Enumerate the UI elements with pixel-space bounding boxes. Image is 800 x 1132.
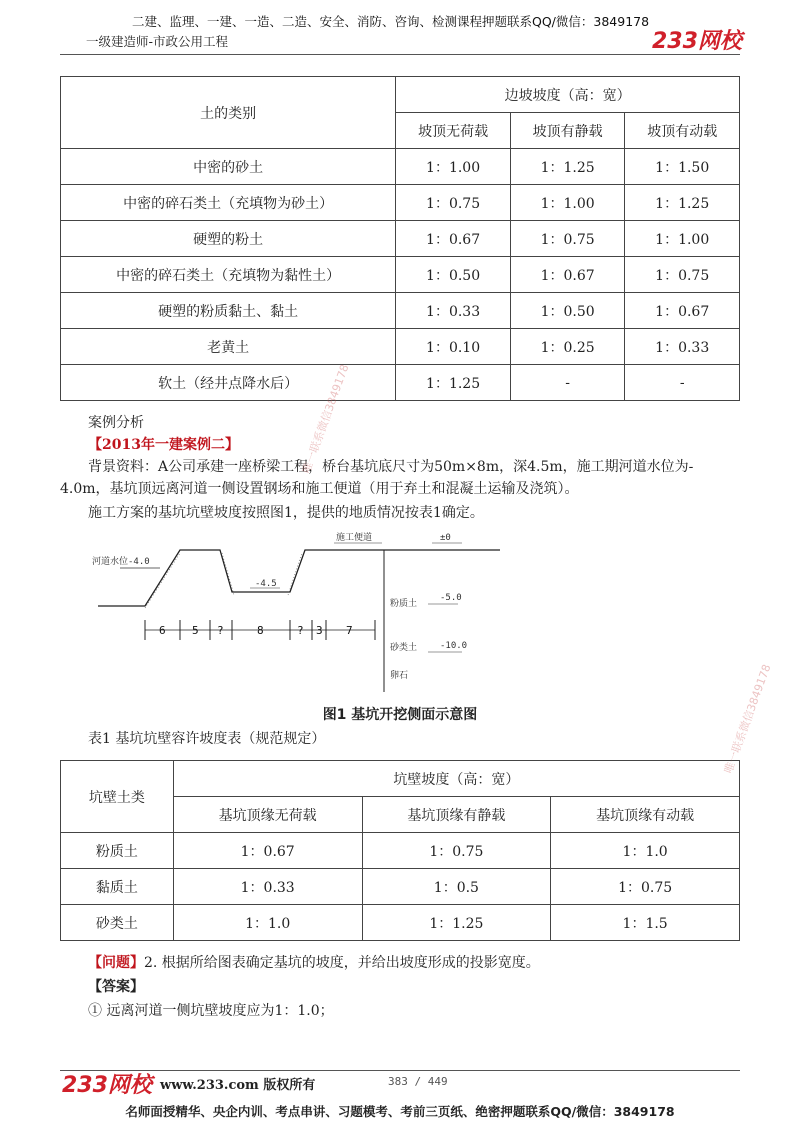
table-row [61,257,740,293]
t1-cell-soil: 软土（经井点降水后） [61,365,396,401]
t2-cell: 1：0.5 [362,869,551,905]
slope-table-1 [60,76,740,401]
table-row [61,833,740,869]
header-divider [60,54,740,55]
t1-cell-soil: 硬塑的粉质黏土、黏土 [61,293,396,329]
t1-subheader: 坡顶有静载 [510,113,625,149]
table-row [61,149,740,185]
t1-cell: 1：1.50 [625,149,740,185]
t1-cell: - [510,365,625,401]
pit-section-diagram [90,526,510,696]
t1-cell-soil: 中密的碎石类土（充填物为黏性土） [61,257,396,293]
watermark: 唯一联系微信3849178 [721,662,774,776]
t2-cell: 1：1.25 [362,905,551,941]
case-heading: 案例分析 [88,415,144,431]
t2-cell-soil: 黏质土 [61,869,174,905]
t1-cell: 1：0.67 [396,221,511,257]
answer-tag: 【答案】 [88,979,144,995]
silt-depth-label: -5.0 [440,593,462,603]
t2-cell-soil: 砂类土 [61,905,174,941]
dim-label: 3 [316,624,323,637]
case-plan: 施工方案的基坑坑壁坡度按照图1，提供的地质情况按表1确定。 [88,505,484,521]
table-row [61,329,740,365]
sand-depth-label: -10.0 [440,641,468,651]
t1-cell-soil: 硬塑的粉土 [61,221,396,257]
question [88,952,748,974]
answer-line-1: ① 远离河道一侧坑壁坡度应为1：1.0； [88,1003,334,1019]
t1-cell-soil: 老黄土 [61,329,396,365]
t1-cell: 1：1.00 [396,149,511,185]
table-row [61,365,740,401]
t1-cell: 1：1.25 [510,149,625,185]
road-label: 施工便道 [336,533,373,543]
t1-cell: 1：0.10 [396,329,511,365]
t1-cell: 1：0.75 [625,257,740,293]
t1-cell: 1：0.50 [510,293,625,329]
t2-cell: 1：1.0 [173,905,362,941]
dim-label: ? [297,624,304,637]
t1-cell: 1：1.00 [510,185,625,221]
t1-cell: 1：0.75 [396,185,511,221]
case-background-1: 背景资料：A公司承建一座桥梁工程，桥台基坑底尺寸为50m×8m，深4.5m，施工期河道水位为- [88,459,694,475]
t1-header-soil: 土的类别 [61,77,396,149]
slope-hatch [288,553,302,595]
slope-hatch [145,553,180,608]
t1-cell: 1：0.33 [625,329,740,365]
t1-cell-soil: 中密的碎石类土（充填物为砂土） [61,185,396,221]
t1-cell: 1：0.75 [510,221,625,257]
header-contact-line: 二建、监理、一建、一造、二造、安全、消防、咨询、检测课程押题联系QQ/微信：3849178 [132,14,650,29]
footer-logo: 233网校 [62,1073,152,1098]
case-tag: 【2013年一建案例二】 [88,437,239,453]
dim-label: 7 [346,624,353,637]
t2-cell: 1：0.75 [551,869,740,905]
question-tag: 【问题】 [88,955,144,971]
case-background-2: 4.0m，基坑顶远离河道一侧设置钢场和施工便道（用于弃土和混凝土运输及浇筑）。 [60,481,579,497]
t2-header-slope: 坑壁坡度（高：宽） [173,761,739,797]
t1-cell-soil: 中密的砂土 [61,149,396,185]
header-subtitle: 一级建造师-市政公用工程 [86,34,229,49]
footer-divider [60,1070,740,1071]
water-level-label: 河道水位-4.0 [92,557,150,567]
table-row [61,221,740,257]
t1-cell: 1：0.67 [510,257,625,293]
table-row [61,293,740,329]
table-row [61,905,740,941]
dim-label: 5 [192,624,199,637]
zero-label: ±0 [440,533,451,543]
watermark: 唯一联系微信3849178 [299,362,352,476]
pit-depth-label: -4.5 [255,579,277,589]
table-row [61,185,740,221]
page-number: 383 / 449 [388,1075,448,1088]
t2-header-soil: 坑壁土类 [61,761,174,833]
slope-table-2 [60,760,740,941]
t2-subheader: 基坑顶缘无荷载 [173,797,362,833]
t2-subheader: 基坑顶缘有动载 [551,797,740,833]
figure-caption: 图1 基坑开挖侧面示意图 [322,707,478,723]
t1-subheader: 坡顶有动载 [625,113,740,149]
t2-subheader: 基坑顶缘有静载 [362,797,551,833]
t1-cell: 1：0.33 [396,293,511,329]
t1-cell: 1：0.25 [510,329,625,365]
t1-header-slope: 边坡坡度（高：宽） [396,77,740,113]
t1-cell: 1：1.25 [625,185,740,221]
header-logo: 233网校 [652,29,742,54]
sand-label: 砂类土 [390,643,418,653]
t1-cell: - [625,365,740,401]
silt-label: 粉质土 [390,599,418,609]
t2-cell: 1：1.5 [551,905,740,941]
t1-cell: 1：0.50 [396,257,511,293]
footer-copyright: www.233.com 版权所有 [160,1078,316,1093]
t2-cell-soil: 粉质土 [61,833,174,869]
t2-cell: 1：0.67 [173,833,362,869]
t1-subheader: 坡顶无荷载 [396,113,511,149]
dim-label: ? [217,624,224,637]
slope-hatch [222,553,234,595]
dim-label: 8 [257,624,264,637]
dim-label: 6 [159,624,166,637]
t1-cell: 1：1.00 [625,221,740,257]
table2-title: 表1 基坑坑壁容许坡度表（规范规定） [88,731,326,747]
t1-cell: 1：0.67 [625,293,740,329]
table-row [61,869,740,905]
t2-cell: 1：0.75 [362,833,551,869]
question-text: 2. 根据所给图表确定基坑的坡度，并给出坡度形成的投影宽度。 [144,955,540,971]
t2-cell: 1：0.33 [173,869,362,905]
footer-promo: 名师面授精华、央企内训、考点串讲、习题模考、考前三页纸、绝密押题联系QQ/微信：3849178 [125,1104,675,1119]
pebble-label: 卵石 [390,671,409,681]
t2-cell: 1：1.0 [551,833,740,869]
t1-cell: 1：1.25 [396,365,511,401]
